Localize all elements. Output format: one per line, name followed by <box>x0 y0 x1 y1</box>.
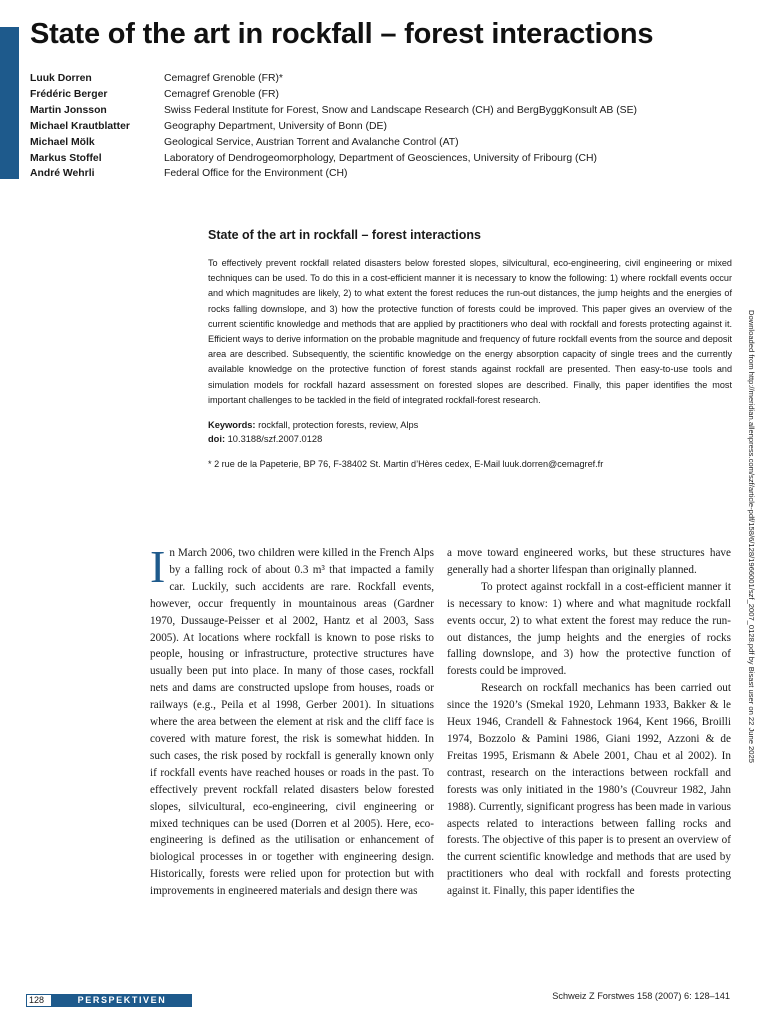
drop-cap: I <box>150 541 166 592</box>
author-affiliation: Geography Department, University of Bonn (DE) <box>164 120 387 132</box>
author-row <box>30 151 637 167</box>
author-list <box>30 71 637 182</box>
doi-value: 10.3188/szf.2007.0128 <box>227 434 323 445</box>
abstract-section <box>208 228 732 469</box>
author-row <box>30 103 637 119</box>
section-label: PERSPEKTIVEN <box>52 994 192 1007</box>
author-name: Martin Jonsson <box>30 104 107 116</box>
article-meta <box>208 418 732 447</box>
author-affiliation: Laboratory of Dendrogeomorphology, Department of Geosciences, University of Fribourg (CH) <box>164 152 597 164</box>
author-name: Michael Mölk <box>30 136 95 148</box>
keywords-line <box>208 418 732 432</box>
author-name: Frédéric Berger <box>30 88 108 100</box>
body-text: n March 2006, two children were killed in the French Alps by a falling rock of about 0.3 m³ that impacted a family car. Luckily, such accidents are rare. Rockfall events, however, occur frequently in mountainous areas (Gardner 1970, Dussauge-Peisser et al 2002, Hantz et al 2003, Sass 2005). At locations where rockfall is known to pose risks to people, housing or infrastructure, protective structures have usually been put into place. In many of those cases, rockfall nets and dams are constructed upslope from houses, roads or railways (e.g., Peila et al 1998, Gerber 2001). In situations where the area between the element at risk and the cliff face is covered with mature forest, the risk is somewhat hidden. In such cases, the risk posed by rockfall is generally known only if rockfall events have reached houses or roads in the past. To effectively prevent rockfall related disasters below forested slopes, silvicultural, eco-engineering, civil engineering or mixed techniques can be used (Dorren et al 2005). Here, eco-engineering is defined as the utilisation or enhancement of biological processes in or together with engineering design. Historically, forests were relied upon for protection but with improvements in engineered materials and design there was <box>150 547 434 898</box>
author-row <box>30 166 637 182</box>
body-column-right <box>447 545 731 900</box>
body-paragraph: Research on rockfall mechanics has been carried out since the 1920’s (Smekal 1920, Lehmann 1933, Bakker & le Heux 1946, Crandell & Fahnestock 1964, Kent 1966, Broilli 1974, Bozzolo & Pamini 1986, Giani 1992, Azzoni & de Freitas 1995, Erismann & Abele 2001, Chau et al 2002). In contrast, research on the interactions between rockfall and forests was only initiated in the 1980’s (Couvreur 1982, Jahn 1988). Currently, significant progress has been made in various aspects related to interactions between falling rocks and forests. The objective of this paper is to present an overview of the current scientific knowledge and methods that are used by practitioners who deal with rockfall and forests protecting against it. Finally, this paper identifies the <box>447 682 731 898</box>
doi-label: doi: <box>208 434 226 445</box>
accent-side-bar <box>0 27 19 179</box>
page-number: 128 <box>26 994 52 1007</box>
keywords-label: Keywords: <box>208 420 256 431</box>
page-title: State of the art in rockfall – forest interactions <box>30 18 654 50</box>
body-column-left <box>150 541 434 900</box>
abstract-text: To effectively prevent rockfall related disasters below forested slopes, silvicultural, eco-engineering, civil engineering or mixed techniques can be used. To do this in a cost-efficient manner it is necessary to know the following: 1) where rockfall events occur and which magnitudes are likely, 2) to what extent the forest reduces the run-out distances, the jump heights and the energies of rocks falling downslope, and 3) how the protective function of forests could be improved. This paper gives an overview of the current scientific knowledge and methods that are applied by practitioners who deal with rockfall and forests protecting against it. Efficient ways to derive information on the probable magnitude and frequency of future rockfall events from the source and deposit area are described. Subsequently, the scientific knowledge on the energy absorption capacity of single trees and the currently available knowledge on the protective function of forest stands against rockfall are presented. Then easy-to-use tools and simulation models for rockfall hazard assessment on forested slopes are described. Finally, this paper identifies the most important challenges to be tackled in the field of integrated rockfall-forest research. <box>208 258 732 405</box>
author-affiliation: Federal Office for the Environment (CH) <box>164 168 348 180</box>
author-name: Markus Stoffel <box>30 152 102 164</box>
correspondence-footnote: * 2 rue de la Papeterie, BP 76, F-38402 St. Martin d’Hères cedex, E-Mail luuk.dorren@cemagref.fr <box>208 458 604 469</box>
author-affiliation: Geological Service, Austrian Torrent and Avalanche Control (AT) <box>164 136 459 148</box>
keywords-value: rockfall, protection forests, review, Alps <box>258 420 419 431</box>
author-affiliation: Cemagref Grenoble (FR) <box>164 88 279 100</box>
body-paragraph: a move toward engineered works, but these structures have generally had a shorter lifespan than originally planned. <box>447 547 731 576</box>
body-paragraph: To protect against rockfall in a cost-efficient manner it is necessary to know: 1) where and what magnitude rockfall events occur, 2) to what extent the forest may reduce the run-out distances, the jump heights and the energies of rocks falling downslope, and 3) how the protective function of forests could be improved. <box>447 580 731 678</box>
author-row <box>30 135 637 151</box>
journal-citation: Schweiz Z Forstwes 158 (2007) 6: 128–141 <box>552 991 730 1001</box>
author-name: André Wehrli <box>30 168 95 180</box>
download-notice <box>746 310 758 763</box>
body-paragraph <box>150 541 434 900</box>
abstract-title: State of the art in rockfall – forest interactions <box>208 228 481 242</box>
author-row <box>30 71 637 87</box>
author-row <box>30 119 637 135</box>
author-affiliation: Cemagref Grenoble (FR)* <box>164 73 283 84</box>
author-name: Luuk Dorren <box>30 73 92 84</box>
author-row <box>30 87 637 103</box>
page-footer <box>0 990 768 1010</box>
author-name: Michael Krautblatter <box>30 120 130 132</box>
doi-line <box>208 432 732 446</box>
download-notice-text: Downloaded from http://meridian.allenpress.com/szf/article-pdf/158/6/128/1966001/szf_2007_0128.pdf by Bisast user on 22 June 2025 <box>747 310 756 763</box>
author-affiliation: Swiss Federal Institute for Forest, Snow and Landscape Research (CH) and BergByggKonsult AB (SE) <box>164 104 638 116</box>
